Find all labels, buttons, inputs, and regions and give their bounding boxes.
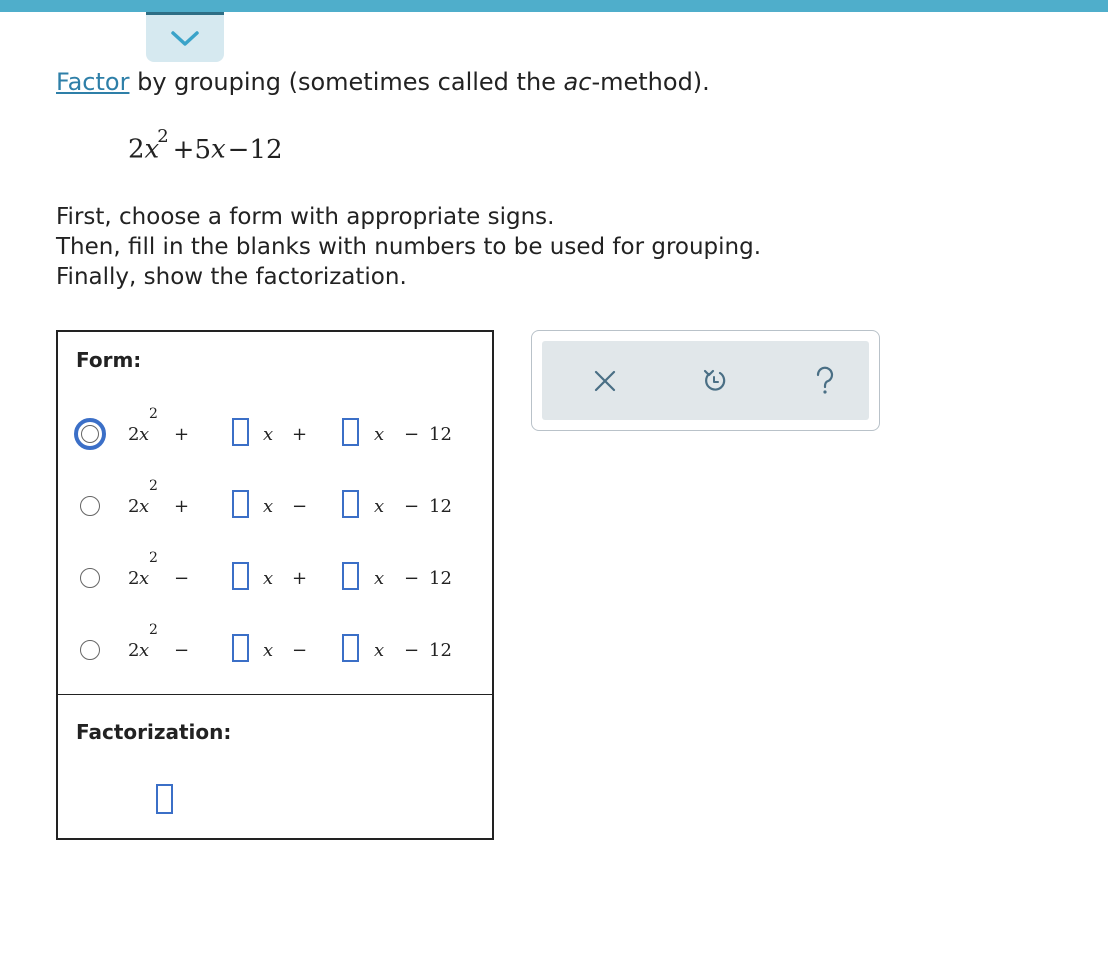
expr-term2: +5 — [172, 134, 211, 165]
close-icon — [593, 369, 617, 393]
option-coef: 2 — [128, 640, 140, 661]
option-var: x — [139, 424, 150, 445]
option-exp: 2 — [149, 406, 158, 422]
option-exp: 2 — [149, 622, 158, 638]
factorization-label: Factorization: — [76, 720, 232, 744]
option-const: 12 — [429, 496, 452, 517]
expr-const: −12 — [227, 134, 283, 165]
expr-exp: 2 — [157, 126, 169, 147]
option-var-c: x — [374, 496, 385, 517]
factor-link[interactable]: Factor — [56, 68, 130, 96]
option-sign-3: − — [404, 496, 420, 517]
panel-divider — [58, 694, 492, 695]
instructions — [56, 202, 761, 292]
option-sign-3: − — [404, 424, 420, 445]
option-sign-2: + — [292, 568, 308, 589]
option-sign-1: + — [174, 496, 190, 517]
expr-var2: x — [211, 134, 226, 165]
answer-panel — [56, 330, 494, 840]
prompt-text: by grouping (sometimes called the — [129, 68, 564, 96]
option-var-b: x — [263, 568, 274, 589]
blank-input-3b[interactable] — [342, 562, 359, 590]
option-sign-1: − — [174, 568, 190, 589]
help-button[interactable] — [805, 361, 845, 401]
form-label: Form: — [76, 348, 142, 372]
undo-icon — [701, 367, 729, 395]
form-option-4[interactable] — [58, 622, 492, 672]
option-const: 12 — [429, 568, 452, 589]
option-sign-1: + — [174, 424, 190, 445]
form-radio-2[interactable] — [80, 496, 100, 516]
option-var: x — [139, 640, 150, 661]
option-var-b: x — [263, 424, 274, 445]
option-sign-1: − — [174, 640, 190, 661]
blank-input-2b[interactable] — [342, 490, 359, 518]
form-radio-1[interactable] — [74, 418, 106, 450]
prompt-ac: ac — [563, 68, 592, 96]
blank-input-4b[interactable] — [342, 634, 359, 662]
form-option-1[interactable] — [58, 406, 492, 456]
answer-toolbar — [531, 330, 880, 431]
option-var: x — [139, 496, 150, 517]
instruction-line-1: First, choose a form with appropriate signs. — [56, 204, 555, 230]
factorization-input[interactable] — [156, 784, 173, 814]
undo-button[interactable] — [695, 361, 735, 401]
option-coef: 2 — [128, 568, 140, 589]
option-sign-3: − — [404, 640, 420, 661]
form-option-3[interactable] — [58, 550, 492, 600]
blank-input-3a[interactable] — [232, 562, 249, 590]
option-sign-3: − — [404, 568, 420, 589]
option-sign-2: + — [292, 424, 308, 445]
prompt-text-end: -method). — [591, 68, 710, 96]
option-coef: 2 — [128, 496, 140, 517]
option-var-b: x — [263, 496, 274, 517]
problem-prompt — [56, 68, 710, 96]
option-sign-2: − — [292, 496, 308, 517]
option-var-c: x — [374, 424, 385, 445]
instruction-line-3: Finally, show the factorization. — [56, 264, 407, 290]
clear-button[interactable] — [585, 361, 625, 401]
instruction-line-2: Then, fill in the blanks with numbers to be used for grouping. — [56, 234, 762, 260]
blank-input-1a[interactable] — [232, 418, 249, 446]
option-coef: 2 — [128, 424, 140, 445]
form-option-2[interactable] — [58, 478, 492, 528]
top-bar — [0, 0, 1108, 12]
toolbar-inner — [542, 341, 869, 420]
polynomial-expression — [128, 126, 283, 165]
expr-var: x — [144, 134, 160, 165]
form-radio-4[interactable] — [80, 640, 100, 660]
option-sign-2: − — [292, 640, 308, 661]
option-var-b: x — [263, 640, 274, 661]
option-exp: 2 — [149, 478, 158, 494]
help-icon — [813, 366, 837, 396]
collapse-tab[interactable] — [146, 12, 224, 62]
option-var: x — [139, 568, 150, 589]
form-radio-3[interactable] — [80, 568, 100, 588]
blank-input-1b[interactable] — [342, 418, 359, 446]
blank-input-4a[interactable] — [232, 634, 249, 662]
chevron-down-icon — [170, 30, 200, 48]
option-var-c: x — [374, 640, 385, 661]
option-var-c: x — [374, 568, 385, 589]
option-exp: 2 — [149, 550, 158, 566]
expr-coef: 2 — [128, 134, 145, 165]
option-const: 12 — [429, 640, 452, 661]
blank-input-2a[interactable] — [232, 490, 249, 518]
option-const: 12 — [429, 424, 452, 445]
